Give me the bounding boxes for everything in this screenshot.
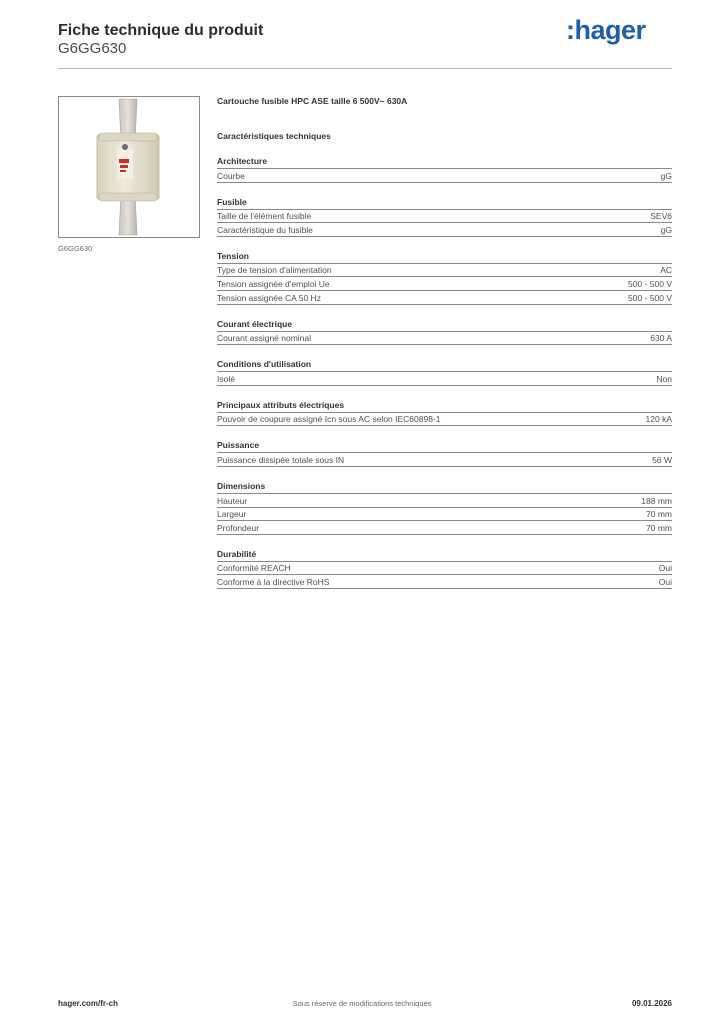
- spec-label: Type de tension d'alimentation: [217, 265, 332, 276]
- spec-label: Largeur: [217, 509, 247, 520]
- spec-group-title: Dimensions: [217, 480, 672, 494]
- spec-row: [217, 494, 672, 508]
- spec-row: [217, 332, 672, 346]
- spec-value: gG: [660, 170, 672, 181]
- spec-group-title: Fusible: [217, 196, 672, 210]
- spec-group: [217, 439, 672, 467]
- spec-row: [217, 521, 672, 535]
- spec-group: [217, 196, 672, 237]
- spec-row: [217, 562, 672, 576]
- spec-label: Courant assigné nominal: [217, 333, 312, 344]
- page-title: Fiche technique du produit: [58, 22, 264, 39]
- spec-row: [217, 277, 672, 291]
- spec-group: [217, 548, 672, 589]
- spec-row: [217, 453, 672, 467]
- spec-row: [217, 291, 672, 305]
- spec-group-title: Conditions d'utilisation: [217, 358, 672, 372]
- spec-group: [217, 358, 672, 386]
- spec-value: 56 W: [652, 454, 672, 465]
- spec-value: 70 mm: [646, 522, 672, 533]
- spec-group-title: Principaux attributs électriques: [217, 399, 672, 413]
- spec-row: [217, 169, 672, 183]
- spec-label: Courbe: [217, 170, 245, 181]
- spec-label: Caractéristique du fusible: [217, 224, 313, 235]
- spec-row: [217, 413, 672, 427]
- spec-value: Oui: [658, 576, 672, 587]
- spec-value: 500 - 500 V: [628, 278, 672, 289]
- footer-website[interactable]: hager.com/fr-ch: [58, 999, 119, 1008]
- spec-label: Isolé: [217, 373, 235, 384]
- spec-label: Tension assignée CA 50 Hz: [217, 292, 321, 303]
- hager-logo[interactable]: [566, 16, 658, 46]
- footer-notice: Sous réserve de modifications techniques: [292, 999, 432, 1008]
- spec-value: Oui: [658, 563, 672, 574]
- spec-value: 120 kA: [645, 414, 672, 425]
- image-caption: G6GG630: [58, 244, 93, 253]
- product-description: Cartouche fusible HPC ASE taille 6 500V~ 630A: [217, 96, 408, 106]
- spec-label: Profondeur: [217, 522, 260, 533]
- spec-value: SEV6: [650, 211, 672, 222]
- spec-label: Conformité REACH: [217, 563, 291, 574]
- hager-logo-icon: [566, 16, 658, 46]
- spec-row: [217, 575, 672, 589]
- footer-date: 09.01.2026: [631, 999, 672, 1008]
- section-title: Caractéristiques techniques: [217, 131, 331, 141]
- spec-value: 188 mm: [641, 495, 672, 506]
- spec-group-title: Architecture: [217, 155, 672, 169]
- spec-label: Hauteur: [217, 495, 248, 506]
- spec-row: [217, 210, 672, 224]
- spec-value: AC: [660, 265, 672, 276]
- spec-value: 70 mm: [646, 509, 672, 520]
- spec-value: 630 A: [650, 333, 672, 344]
- spec-label: Pouvoir de coupure assigné Icn sous AC selon IEC60898-1: [217, 414, 441, 425]
- spec-label: Puissance dissipée totale sous IN: [217, 454, 345, 465]
- product-image: [58, 96, 200, 238]
- spec-value: gG: [660, 224, 672, 235]
- spec-value: 500 - 500 V: [628, 292, 672, 303]
- spec-label: Conforme à la directive RoHS: [217, 576, 330, 587]
- spec-group: [217, 250, 672, 305]
- spec-group-title: Durabilité: [217, 548, 672, 562]
- header-divider: [58, 68, 672, 69]
- logo-wordmark: :hager: [566, 16, 646, 45]
- spec-group-title: Puissance: [217, 439, 672, 453]
- spec-groups: [217, 155, 672, 589]
- spec-value: Non: [656, 373, 672, 384]
- spec-row: [217, 372, 672, 386]
- spec-label: Tension assignée d'emploi Ue: [217, 278, 330, 289]
- spec-group: [217, 155, 672, 183]
- spec-group: [217, 399, 672, 427]
- spec-group: [217, 480, 672, 535]
- fuse-cartridge-image: [59, 97, 199, 237]
- spec-label: Taille de l'élément fusible: [217, 211, 312, 222]
- spec-row: [217, 508, 672, 522]
- product-reference: G6GG630: [58, 40, 127, 57]
- spec-group: [217, 318, 672, 346]
- spec-row: [217, 223, 672, 237]
- spec-group-title: Courant électrique: [217, 318, 672, 332]
- spec-group-title: Tension: [217, 250, 672, 264]
- spec-row: [217, 264, 672, 278]
- specifications-panel: [217, 95, 672, 589]
